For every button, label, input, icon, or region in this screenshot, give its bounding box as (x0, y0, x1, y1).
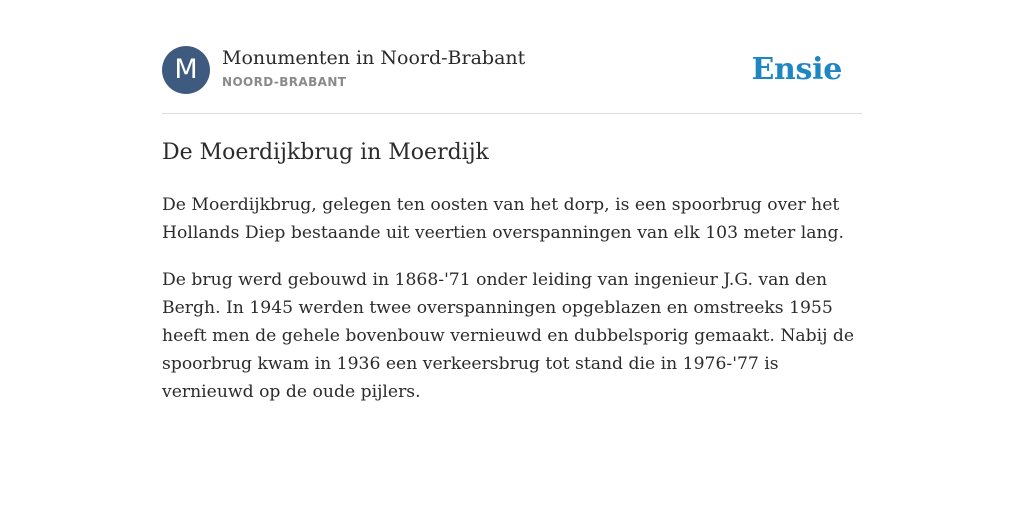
article-paragraph: De Moerdijkbrug, gelegen ten oosten van het dorp, is een spoorbrug over het Hollands Diep bestaande uit veertien overspanningen van elk 103 meter lang. (162, 195, 845, 243)
header-text (222, 46, 525, 90)
entry-header (162, 46, 862, 114)
brand-logo[interactable]: Ensie (751, 52, 842, 87)
site-title[interactable]: Monumenten in Noord-Brabant (222, 47, 526, 69)
article-title: De Moerdijkbrug in Moerdijk (162, 140, 489, 165)
entry-card (162, 46, 862, 406)
article-paragraph: De brug werd gebouwd in 1868-'71 onder leiding van ingenieur J.G. van den Bergh. In 1945 werden twee overspanningen opgeblazen en omstreeks 1955 heeft men de gehele bovenbouw vernieuwd en dubbelsporig gemaakt. Nabij de spoorbrug kwam in 1936 een verkeersbrug tot stand die in 1976-'77 is vernieuwd op de oude pijlers. (162, 270, 855, 402)
avatar[interactable]: M (162, 46, 210, 94)
site-subtitle: NOORD-BRABANT (222, 75, 347, 89)
article-body (162, 191, 862, 406)
